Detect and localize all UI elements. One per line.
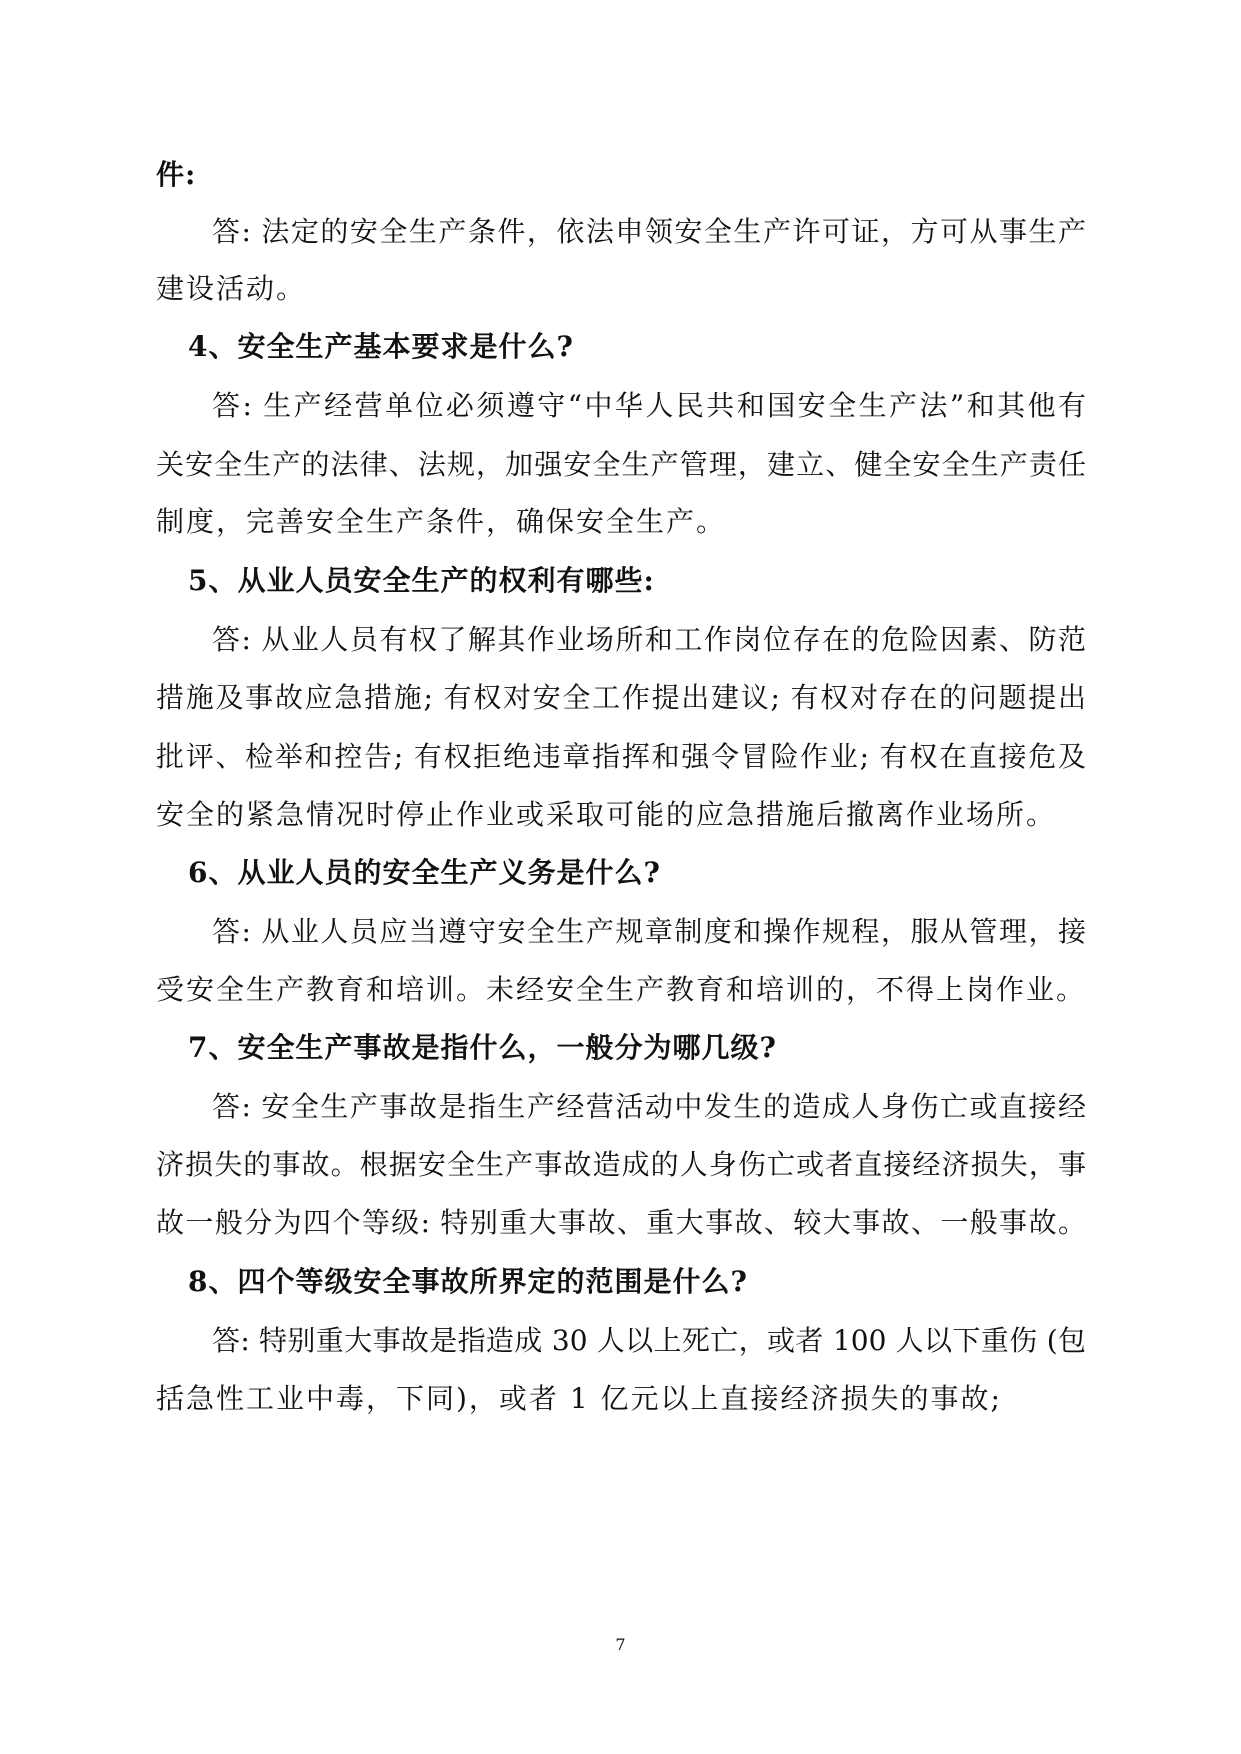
answer-3-line-1: 答: 法定的安全生产条件，依法申领安全生产许可证，方可从事生产 <box>212 215 1086 248</box>
answer-3-line-2: 建设活动。 <box>156 272 307 305</box>
question-4-heading: 4、安全生产基本要求是什么? <box>188 330 574 363</box>
answer-5-line-1: 答: 从业人员有权了解其作业场所和工作岗位存在的危险因素、防范 <box>212 623 1086 656</box>
answer-5-line-3: 批评、检举和控告; 有权拒绝违章指挥和强令冒险作业; 有权在直接危及 <box>156 740 1086 773</box>
answer-5-line-4: 安全的紧急情况时停止作业或采取可能的应急措施后撤离作业场所。 <box>156 798 1057 831</box>
answer-7-line-1: 答: 安全生产事故是指生产经营活动中发生的造成人身伤亡或直接经 <box>212 1090 1086 1123</box>
answer-7-line-2: 济损失的事故。根据安全生产事故造成的人身伤亡或者直接经济损失，事 <box>156 1148 1086 1181</box>
answer-4-line-2: 关安全生产的法律、法规，加强安全生产管理，建立、健全安全生产责任 <box>156 448 1086 481</box>
answer-6-line-1: 答: 从业人员应当遵守安全生产规章制度和操作规程，服从管理，接 <box>212 915 1086 948</box>
answer-4-line-3: 制度，完善安全生产条件，确保安全生产。 <box>156 505 727 538</box>
question-6-heading: 6、从业人员的安全生产义务是什么? <box>188 856 661 889</box>
answer-6-line-2: 受安全生产教育和培训。未经安全生产教育和培训的，不得上岗作业。 <box>156 973 1087 1006</box>
question-8-heading: 8、四个等级安全事故所界定的范围是什么? <box>188 1265 748 1298</box>
answer-8-line-2: 括急性工业中毒，下同)，或者 1 亿元以上直接经济损失的事故; <box>156 1382 1002 1415</box>
answer-7-line-3: 故一般分为四个等级: 特别重大事故、重大事故、较大事故、一般事故。 <box>156 1206 1086 1239</box>
answer-8-line-1: 答: 特别重大事故是指造成 30 人以上死亡，或者 100 人以下重伤 (包 <box>212 1324 1086 1357</box>
question-5-heading: 5、从业人员安全生产的权利有哪些: <box>188 564 655 597</box>
question-7-heading: 7、安全生产事故是指什么，一般分为哪几级? <box>188 1031 777 1064</box>
continued-question-tail: 件: <box>156 158 197 191</box>
answer-4-line-1: 答: 生产经营单位必须遵守“中华人民共和国安全生产法”和其他有 <box>212 389 1086 422</box>
answer-5-line-2: 措施及事故应急措施; 有权对安全工作提出建议; 有权对存在的问题提出 <box>156 681 1086 714</box>
page-number: 7 <box>615 1635 626 1654</box>
